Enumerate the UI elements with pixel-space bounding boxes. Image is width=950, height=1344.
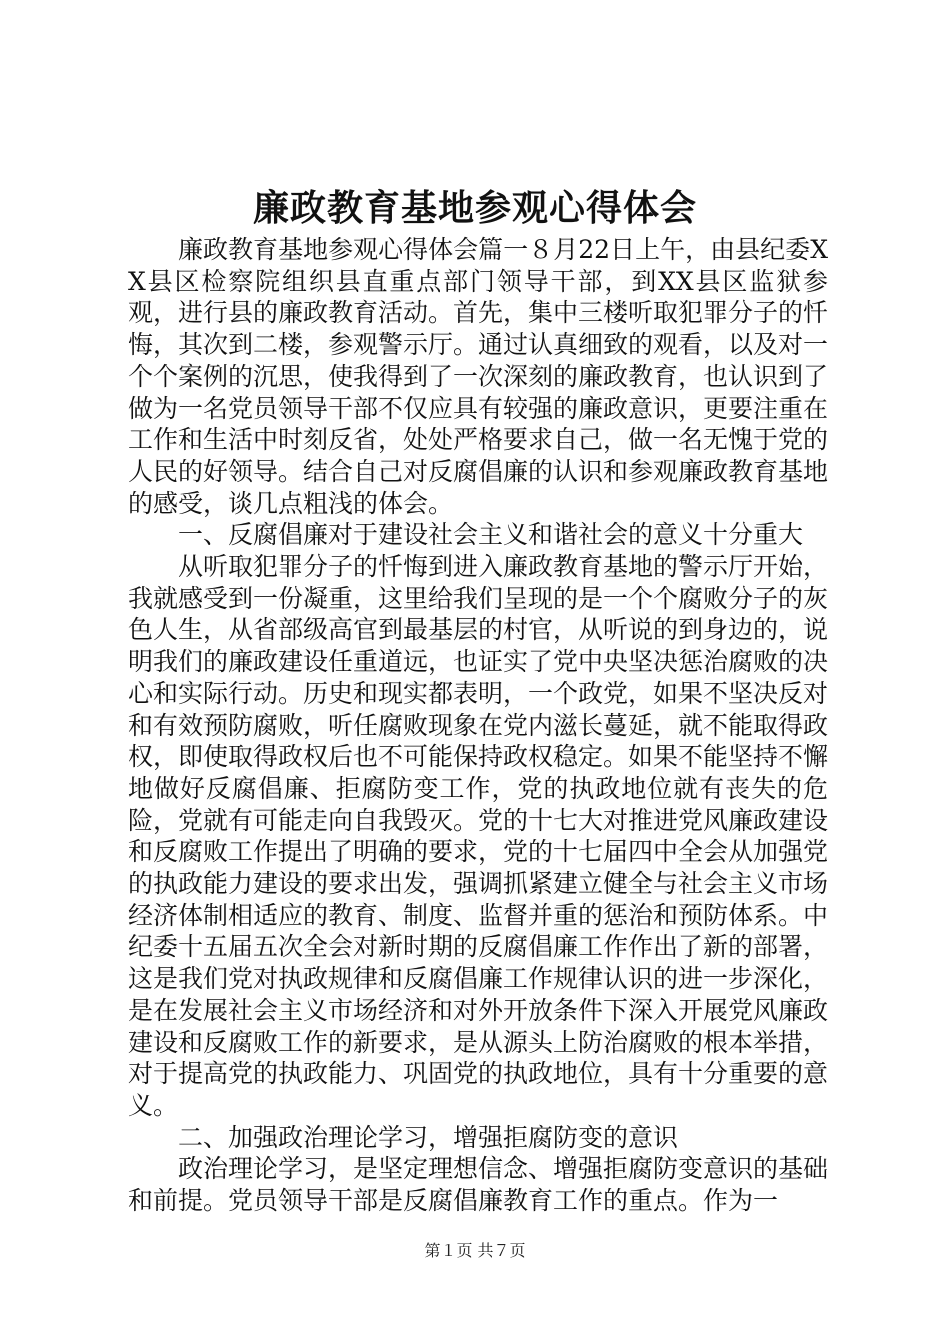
document-title: 廉政教育基地参观心得体会 [252, 187, 697, 229]
paragraph-section-2: 政治理论学习，是坚定理想信念、增强拒腐防变意识的基础和前提。党员领导干部是反腐倡廉教育工作的重点。作为一 [128, 1154, 829, 1216]
section-heading-2: 二、加强政治理论学习，增强拒腐防变的意识 [178, 1122, 679, 1152]
paragraph-intro: 廉政教育基地参观心得体会篇一８月22日上午，由县纪委XX县区检察院组织县直重点部门领导干部，到XX县区监狱参观，进行县的廉政教育活动。首先，集中三楼听取犯罪分子的忏悔，其次到二楼，参观警示厅。通过认真细致的观看，以及对一个个案例的沉思，使我得到了一次深刻的廉政教育，也认识到了做为一名党员领导干部不仅应具有较强的廉政意识，更要注重在工作和生活中时刻反省，处处严格要求自己，做一名无愧于党的人民的好领导。结合自己对反腐倡廉的认识和参观廉政教育基地的感受，谈几点粗浅的体会。 [128, 235, 829, 518]
document-body [128, 234, 828, 1217]
paragraph-section-1: 从听取犯罪分子的忏悔到进入廉政教育基地的警示厅开始，我就感受到一份凝重，这里给我们呈现的是一个个腐败分子的灰色人生，从省部级高官到最基层的村官，从听说的到身边的，说明我们的廉政建设任重道远，也证实了党中央坚决惩治腐败的决心和实际行动。历史和现实都表明，一个政党，如果不坚决反对和有效预防腐败，听任腐败现象在党内滋长蔓延，就不能取得政权，即使取得政权后也不可能保持政权稳定。如果不能坚持不懈地做好反腐倡廉、拒腐防变工作，党的执政地位就有丧失的危险，党就有可能走向自我毁灭。党的十七大对推进党风廉政建设和反腐败工作提出了明确的要求，党的十七届四中全会从加强党的执政能力建设的要求出发，强调抓紧建立健全与社会主义市场经济体制相适应的教育、制度、监督并重的惩治和预防体系。中纪委十五届五次全会对新时期的反腐倡廉工作作出了新的部署，这是我们党对执政规律和反腐倡廉工作规律认识的进一步深化，是在发展社会主义市场经济和对外开放条件下深入开展党风廉政建设和反腐败工作的新要求，是从源头上防治腐败的根本举措，对于提高党的执政能力、巩固党的执政地位，具有十分重要的意义。 [128, 552, 829, 1120]
section-heading-1: 一、反腐倡廉对于建设社会主义和谐社会的意义十分重大 [178, 520, 804, 550]
page-footer: 第１页 共７页 [424, 1241, 526, 1260]
